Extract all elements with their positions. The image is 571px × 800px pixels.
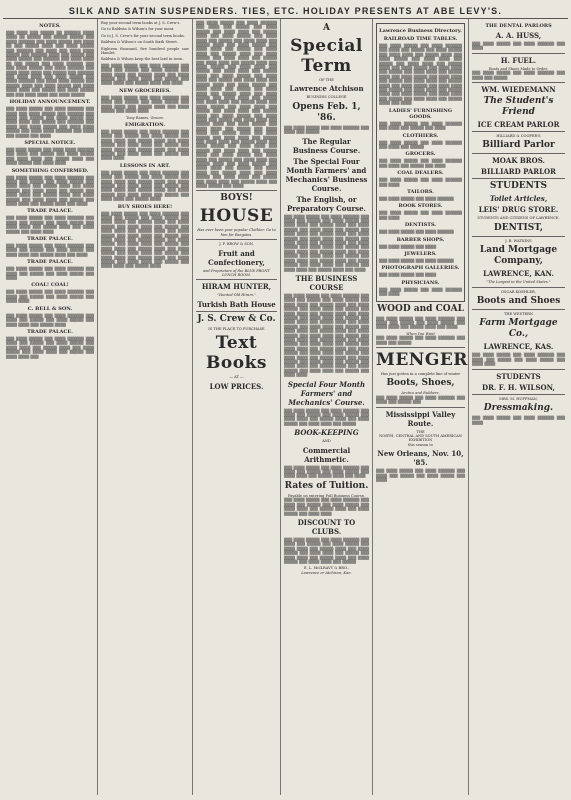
students-title: STUDENTS (489, 181, 548, 192)
local-item: Baldwin & Wilson keep the best lard in town. (101, 57, 184, 62)
section-coal: COAL! COAL! (31, 282, 69, 289)
payable-note: Payable on entering Full Business Course. (287, 493, 366, 498)
notes-text: ▒▒▒ ▒▒▒▒ ▒▒▒▒▒ ▒▒▒ ▒▒▒▒ ▒▒▒▒ ▒▒▒▒▒▒ ▒▒▒ ▒▒▒▒ ▒▒▒ ▒▒▒▒▒ ▒▒▒ ▒▒▒▒ ▒▒▒▒▒ ▒▒▒ ▒▒▒▒ ▒▒▒▒ ▒▒▒ ▒▒▒▒▒ ▒▒▒▒ ▒▒▒ ▒▒▒▒ ▒▒▒▒▒ ▒▒▒ ▒▒▒▒ ▒▒▒▒ (6, 147, 94, 166)
col5-text: ▒▒▒ ▒▒▒▒ ▒▒▒▒▒ ▒▒▒ ▒▒▒▒ ▒▒▒▒▒▒ ▒▒▒ ▒▒▒▒ ▒▒▒ ▒▒▒▒▒ ▒▒▒ ▒▒▒▒ ▒▒▒▒▒ ▒▒▒ ▒▒▒▒ (376, 469, 465, 483)
land-mortgage: Land Mortgage Company, (479, 245, 558, 267)
col5-text: ▒▒▒ ▒▒▒▒ ▒▒▒▒▒ ▒▒▒ ▒▒▒▒ ▒▒▒▒▒▒ (379, 196, 454, 201)
section-trade-palace: TRADE PALACE. (27, 259, 73, 266)
divider (376, 407, 465, 408)
leis-drug-store: LEIS' DRUG STORE. (478, 205, 559, 215)
crew-title: J. S. Crew & Co. (197, 313, 276, 324)
wilson-name: DR. F. H. WILSON, (482, 382, 555, 392)
mississippi-route: Mississippi Valley Route. (385, 409, 456, 428)
boots-and-shoes: Boots and Shoes (476, 296, 561, 307)
school-name: Lawrence Atchison (289, 84, 364, 94)
col5-text: ▒▒▒ ▒▒▒▒ ▒▒▒▒▒ ▒▒▒ ▒▒▒▒ ▒▒▒▒▒▒ (379, 258, 454, 263)
divider (472, 287, 565, 288)
page-banner: SILK AND SATIN SUSPENDERS. TIES, ETC. HOLIDAY PRESENTS AT ABE LEVY'S. (3, 4, 568, 19)
section-trade-palace: TRADE PALACE. (27, 236, 73, 243)
hiram-subtitle: "Hunted Old Hiram." (217, 293, 256, 298)
divider (196, 311, 277, 312)
section-bell: C. BELL & SON. (27, 305, 73, 312)
columns (3, 19, 568, 795)
notes-text: ▒▒▒ ▒▒▒▒ ▒▒▒▒▒ ▒▒▒ ▒▒▒▒ ▒▒▒▒▒▒ ▒▒▒ ▒▒▒▒ ▒▒▒ ▒▒▒▒▒ ▒▒▒ ▒▒▒▒ ▒▒▒▒▒ ▒▒▒ ▒▒▒▒ ▒▒▒▒ ▒▒▒ ▒▒▒▒▒ ▒▒▒▒ ▒▒▒ ▒▒▒▒ (6, 244, 94, 257)
turkish-bath: Turkish Bath House (197, 299, 276, 309)
dir-clothiers: CLOTHIERS. (402, 132, 439, 139)
section-special-notice: SPECIAL NOTICE. (24, 139, 76, 146)
col4-text: ▒▒▒ ▒▒▒▒ ▒▒▒▒▒ ▒▒▒ ▒▒▒▒ ▒▒▒▒▒▒ ▒▒▒ ▒▒▒▒ ▒▒▒ ▒▒▒▒▒ ▒▒▒ ▒▒▒▒ ▒▒▒▒▒ ▒▒▒ ▒▒▒▒ ▒▒▒▒ ▒▒▒ ▒▒▒▒▒ ▒▒▒▒ ▒▒▒ ▒▒▒▒ ▒▒▒▒▒ ▒▒▒ ▒▒▒▒ ▒▒▒▒ (284, 498, 369, 516)
new-orleans: New Orleans, Nov. 10, '85. (377, 449, 464, 468)
col6-text: ▒▒▒ ▒▒▒▒ ▒▒▒▒▒ ▒▒▒ ▒▒▒▒ ▒▒▒▒▒▒ ▒▒▒ ▒▒▒▒ (472, 416, 565, 425)
notes-text: ▒▒▒ ▒▒▒▒ ▒▒▒▒▒ ▒▒▒ ▒▒▒▒ ▒▒▒▒▒▒ ▒▒▒ ▒▒▒▒ ▒▒▒ ▒▒▒▒ ▒▒▒▒▒ ▒▒▒ ▒▒▒▒▒▒ ▒▒▒ ▒▒▒▒ ▒▒▒ ▒▒▒▒▒ ▒▒▒ ▒▒▒▒ ▒▒▒▒▒ ▒▒▒ ▒▒▒▒ ▒▒▒▒ ▒▒▒ ▒▒▒▒▒ ▒▒▒ ▒▒▒▒▒▒ ▒▒▒ ▒▒▒▒ ▒▒▒ ▒▒▒▒ ▒▒▒▒▒ ▒▒▒ ▒▒▒▒ ▒▒▒▒ ▒▒▒▒▒ ▒▒▒ ▒▒▒▒ ▒▒▒▒ ▒▒▒▒▒▒ ▒▒▒ ▒▒▒▒ ▒▒▒ ▒▒▒▒▒ ▒▒▒ ▒▒▒▒ (6, 107, 94, 138)
col5-text: ▒▒▒ ▒▒▒▒ ▒▒▒▒▒ ▒▒▒ ▒▒▒▒ ▒▒▒▒▒▒ ▒▒▒ ▒▒▒▒ (379, 287, 462, 297)
col5-text: ▒▒▒ ▒▒▒▒ ▒▒▒▒▒ ▒▒▒ ▒▒▒▒ ▒▒▒▒▒▒ ▒▒▒ ▒▒▒▒ ▒▒▒ ▒▒▒▒▒ ▒▒▒ ▒▒▒▒ ▒▒▒▒▒ ▒▒▒ ▒▒▒▒ ▒▒▒▒ ▒▒▒ ▒▒▒▒▒ ▒▒▒▒ ▒▒▒ ▒▒▒▒ ▒▒▒▒▒ ▒▒▒ ▒▒▒▒ ▒▒▒▒ ▒▒▒ ▒▒▒▒▒ ▒▒▒ ▒▒▒▒ ▒▒▒▒ ▒▒▒ ▒▒▒▒▒ ▒▒▒▒ ▒▒▒ ▒▒▒▒ ▒▒▒▒▒ ▒▒▒ ▒▒▒▒ ▒▒▒▒ ▒▒▒ ▒▒▒▒▒ ▒▒▒ ▒▒▒▒ ▒▒▒▒ ▒▒▒ ▒▒▒▒▒ ▒▒▒▒ ▒▒▒ ▒▒▒▒ ▒▒▒▒▒ ▒▒▒ ▒▒▒▒ ▒▒▒▒ ▒▒▒ ▒▒▒▒▒ ▒▒▒ ▒▒▒▒ ▒▒▒▒ ▒▒▒ ▒▒▒▒▒ ▒▒▒▒ ▒▒▒ ▒▒▒▒ ▒▒▒▒▒ ▒▒▒ ▒▒▒▒ ▒▒▒▒ ▒▒▒ ▒▒▒▒▒ ▒▒▒ ▒▒▒▒ ▒▒▒▒ ▒▒▒ ▒▒▒▒▒ ▒▒▒▒ ▒▒▒ ▒▒▒▒ ▒▒▒▒▒ ▒▒▒ ▒▒▒▒ ▒▒▒▒ ▒▒▒ ▒▒▒▒▒ ▒▒▒ ▒▒▒▒ ▒▒▒▒ ▒▒▒ ▒▒▒▒▒ ▒▒▒▒ ▒▒▒ ▒▒▒▒ (379, 44, 462, 106)
boots-shoes: Boots, Shoes, (386, 378, 455, 389)
notes-text: ▒▒▒ ▒▒▒▒ ▒▒▒▒▒ ▒▒▒ ▒▒▒▒ ▒▒▒▒▒▒ ▒▒▒ ▒▒▒▒ ▒▒▒ ▒▒▒▒▒ ▒▒▒ ▒▒▒▒ ▒▒▒▒▒ ▒▒▒ ▒▒▒▒ ▒▒▒▒ ▒▒▒ ▒▒▒▒▒ ▒▒▒▒ ▒▒▒ ▒▒▒▒ ▒▒▒▒▒ ▒▒▒ ▒▒▒▒ ▒▒▒▒ (6, 216, 94, 234)
dir-jewelers: JEWELERS. (404, 250, 437, 257)
dir-dentists: DENTISTS. (404, 222, 437, 229)
col5-text: ▒▒▒ ▒▒▒▒ ▒▒▒▒▒ ▒▒▒ ▒▒▒▒ ▒▒▒▒▒▒ ▒▒▒ ▒▒▒▒ ▒▒▒ ▒▒▒▒▒ (376, 336, 465, 345)
lawrence-kan: LAWRENCE, KAN. (483, 269, 554, 279)
notes-heading: NOTES. (39, 23, 61, 29)
moak-bros: MOAK BROS. (492, 156, 545, 166)
boys-title: BOYS! (220, 193, 253, 204)
divider (376, 347, 465, 348)
students-citizens: STUDENTS AND CITIZENS OF LAWRENCE. (477, 216, 560, 221)
text-books: Text Books (206, 333, 267, 374)
arctics: Arctics and Rubbers. (401, 391, 440, 396)
dir-physicians: PHYSICIANS. (401, 279, 440, 286)
dentist-title: DENTIST, (493, 222, 544, 233)
largest-tagline: "The Largest in the United States." (486, 280, 551, 285)
divider (472, 369, 565, 370)
col4-text: ▒▒▒ ▒▒▒▒ ▒▒▒▒▒ ▒▒▒ ▒▒▒▒ ▒▒▒▒▒▒ ▒▒▒ ▒▒▒▒ ▒▒▒ ▒▒▒▒▒ ▒▒▒ ▒▒▒▒ ▒▒▒▒▒ ▒▒▒ ▒▒▒▒ ▒▒▒▒ ▒▒▒ ▒▒▒▒▒ ▒▒▒▒ ▒▒▒ ▒▒▒▒ (284, 465, 369, 479)
students-friend: The Student's Friend (483, 96, 554, 118)
col4-text: ▒▒▒ ▒▒▒▒ ▒▒▒▒▒ ▒▒▒ ▒▒▒▒ ▒▒▒▒▒▒ ▒▒▒ ▒▒▒▒ ▒▒▒ ▒▒▒▒▒ ▒▒▒ ▒▒▒▒ ▒▒▒▒▒ ▒▒▒ ▒▒▒▒ ▒▒▒▒ ▒▒▒ ▒▒▒▒▒ ▒▒▒▒ ▒▒▒ ▒▒▒▒ ▒▒▒▒▒ ▒▒▒ ▒▒▒▒ ▒▒▒▒ ▒▒▒ ▒▒▒▒▒ ▒▒▒ ▒▒▒▒ ▒▒▒▒ ▒▒▒ ▒▒▒▒▒ ▒▒▒▒ ▒▒▒ ▒▒▒▒ ▒▒▒▒▒ ▒▒▒ ▒▒▒▒ ▒▒▒▒ ▒▒▒ ▒▒▒▒▒ ▒▒▒ ▒▒▒▒ ▒▒▒▒ ▒▒▒ ▒▒▒▒▒ ▒▒▒▒ ▒▒▒ ▒▒▒▒ ▒▒▒▒▒ ▒▒▒ ▒▒▒▒ ▒▒▒▒ ▒▒▒ ▒▒▒▒▒ ▒▒▒ ▒▒▒▒ ▒▒▒▒ ▒▒▒ ▒▒▒▒▒ ▒▒▒▒ ▒▒▒ ▒▒▒▒ ▒▒▒▒▒ ▒▒▒ ▒▒▒▒ ▒▒▒▒ ▒▒▒ ▒▒▒▒▒ ▒▒▒ ▒▒▒▒ ▒▒▒▒ ▒▒▒ ▒▒▒▒▒ ▒▒▒▒ ▒▒▒ ▒▒▒▒ ▒▒▒▒▒ ▒▒▒ ▒▒▒▒ ▒▒▒▒ ▒▒▒ ▒▒▒▒▒ ▒▒▒ ▒▒▒▒ ▒▒▒▒ ▒▒▒ ▒▒▒▒▒ ▒▒▒▒ ▒▒▒ ▒▒▒▒ (284, 214, 369, 272)
wiedemann-name: WM. WIEDEMANN (481, 85, 556, 95)
divider (472, 236, 565, 237)
col5-text: ▒▒▒ ▒▒▒▒ ▒▒▒▒▒ ▒▒▒ ▒▒▒▒ ▒▒▒▒▒▒ ▒▒▒ ▒▒▒▒ (379, 211, 462, 220)
fruit-subtitle: and Proprietors of the BLUE FRONT LUNCH ROOM. (203, 268, 270, 278)
col6-text: ▒▒▒ ▒▒▒▒ ▒▒▒▒▒ ▒▒▒ ▒▒▒▒ ▒▒▒▒▒▒ ▒▒▒ ▒▒▒▒ (472, 42, 565, 51)
time-tables: RAILROAD TIME TABLES. (383, 36, 458, 42)
fuel-name: H. FUEL. (500, 55, 537, 65)
section-trade-palace: TRADE PALACE. (27, 328, 73, 335)
special-four-course: The Special Four Month Farmers' and Mechanics' Business Course. (285, 156, 368, 193)
col5-text: ▒▒▒ ▒▒▒▒ ▒▒▒▒▒ ▒▒▒ ▒▒▒▒ ▒▒▒▒▒▒ (379, 230, 454, 235)
col5-text: ▒▒▒ ▒▒▒▒ ▒▒▒▒▒ ▒▒▒ ▒▒▒▒ ▒▒▒▒▒▒ ▒▒▒ ▒▒▒▒ ▒▒▒ ▒▒▒▒▒ ▒▒▒ ▒▒▒▒ (379, 159, 462, 168)
section-trade-palace: TRADE PALACE. (27, 208, 73, 215)
intro-a: A (323, 23, 330, 33)
local-item: Eighteen thousand, five hundred people saw Hamlet. (101, 46, 189, 56)
divider (472, 153, 565, 154)
watkins-name: J. B. WATKINS (505, 238, 532, 243)
oscar-name: OSCAR KOEHLER, (501, 289, 536, 294)
column-4 (281, 19, 373, 795)
english-course: The English, or Preparatory Course. (286, 194, 366, 213)
this-season: this season to (407, 442, 434, 447)
at-label: — AT — (229, 375, 244, 380)
divider (472, 178, 565, 179)
col2-text: ▒▒▒ ▒▒▒▒ ▒▒▒▒▒ ▒▒▒ ▒▒▒▒ ▒▒▒▒▒▒ ▒▒▒ ▒▒▒▒ ▒▒▒ ▒▒▒▒▒ ▒▒▒ ▒▒▒▒ ▒▒▒▒▒ ▒▒▒ ▒▒▒▒ ▒▒▒▒ ▒▒▒ ▒▒▒▒▒ ▒▒▒▒ ▒▒▒ ▒▒▒▒ ▒▒▒▒▒ ▒▒▒ ▒▒▒▒ ▒▒▒▒ ▒▒▒ ▒▒▒▒▒ ▒▒▒ ▒▒▒▒ ▒▒▒▒ ▒▒▒ ▒▒▒▒▒ ▒▒▒▒ ▒▒▒ ▒▒▒▒ ▒▒▒▒▒ ▒▒▒ ▒▒▒▒ ▒▒▒▒ ▒▒▒ ▒▒▒▒▒ ▒▒▒ ▒▒▒▒ ▒▒▒▒ ▒▒▒ ▒▒▒▒▒ ▒▒▒▒ ▒▒▒ ▒▒▒▒ ▒▒▒▒▒ ▒▒▒ ▒▒▒▒ ▒▒▒▒ ▒▒▒ ▒▒▒▒▒ ▒▒▒ ▒▒▒▒ ▒▒▒▒ ▒▒▒ ▒▒▒▒▒ ▒▒▒▒ ▒▒▒ ▒▒▒▒ ▒▒▒▒▒ ▒▒▒ ▒▒▒▒ ▒▒▒▒ ▒▒▒ ▒▒▒▒▒ ▒▒▒ ▒▒▒▒ ▒▒▒▒ ▒▒▒ ▒▒▒▒▒ ▒▒▒▒ ▒▒▒ ▒▒▒▒ ▒▒▒▒▒ ▒▒▒ ▒▒▒▒ ▒▒▒▒ ▒▒▒ ▒▒▒▒▒ ▒▒▒ ▒▒▒▒ ▒▒▒▒ ▒▒▒ ▒▒▒▒▒ ▒▒▒▒ (101, 211, 189, 269)
col6-text: ▒▒▒ ▒▒▒▒ ▒▒▒▒▒ ▒▒▒ ▒▒▒▒ ▒▒▒▒▒▒ ▒▒▒ ▒▒▒▒ ▒▒▒ ▒▒▒▒▒ (472, 71, 565, 80)
discount-to-clubs: DISCOUNT TO CLUBS. (297, 517, 356, 536)
lawrence-kas: LAWRENCE, KAS. (483, 342, 554, 352)
exhibition: NORTH, CENTRAL AND SOUTH AMERICAN EXHIBITION (379, 434, 462, 443)
column-2 (98, 19, 193, 795)
dir-book-stores: BOOK STORES. (398, 203, 443, 210)
house-title: HOUSE (199, 206, 274, 227)
divider (472, 309, 565, 310)
huffman-name: MRS. M. HUFFMAN, (499, 396, 538, 401)
farm-mortgage: Farm Mortgage Co., (479, 318, 558, 340)
divider (472, 82, 565, 83)
section-lessons-in-art: LESSONS IN ART. (119, 162, 171, 169)
col4-text: ▒▒▒ ▒▒▒▒ ▒▒▒▒▒ ▒▒▒ ▒▒▒▒ ▒▒▒▒▒▒ ▒▒▒ ▒▒▒▒ ▒▒▒ ▒▒▒▒▒ ▒▒▒ ▒▒▒▒ ▒▒▒▒▒ ▒▒▒ ▒▒▒▒ ▒▒▒▒ ▒▒▒ ▒▒▒▒▒ ▒▒▒▒ ▒▒▒ ▒▒▒▒ ▒▒▒▒▒ ▒▒▒ ▒▒▒▒ ▒▒▒▒ ▒▒▒ ▒▒▒▒▒ ▒▒▒ ▒▒▒▒ ▒▒▒▒ ▒▒▒ ▒▒▒▒▒ ▒▒▒▒ ▒▒▒ ▒▒▒▒ ▒▒▒▒▒ ▒▒▒ ▒▒▒▒ ▒▒▒▒ ▒▒▒ ▒▒▒▒▒ (284, 537, 369, 564)
and-label: AND (322, 439, 331, 444)
four-month-title: Special Four Month Farmers' and Mechanics' Course. (287, 379, 366, 407)
section-new-groceries: NEW GROCERIES. (119, 87, 171, 94)
divider (472, 394, 565, 395)
divider (196, 239, 277, 240)
col5-text: ▒▒▒ ▒▒▒▒ ▒▒▒▒▒ ▒▒▒ ▒▒▒▒ ▒▒▒▒▒▒ ▒▒▒ ▒▒▒▒ ▒▒▒ ▒▒▒▒▒ ▒▒▒ (376, 395, 465, 405)
notes-text: ▒▒▒ ▒▒▒▒ ▒▒▒▒▒ ▒▒▒ ▒▒▒▒ ▒▒▒▒▒▒ ▒▒▒ ▒▒▒▒ ▒▒▒ ▒▒▒▒▒ ▒▒▒ ▒▒▒▒ ▒▒▒▒▒ ▒▒▒ ▒▒▒▒ (6, 267, 94, 281)
col5-text: ▒▒▒ ▒▒▒▒ ▒▒▒▒▒ ▒▒▒ ▒▒▒▒ (379, 273, 437, 278)
col5-text: ▒▒▒ ▒▒▒▒ ▒▒▒▒▒ ▒▒▒ ▒▒▒▒ ▒▒▒▒▒▒ ▒▒▒ ▒▒▒▒ ▒▒▒ ▒▒▒▒▒ ▒▒▒ ▒▒▒▒ (379, 121, 462, 131)
notes-text: ▒▒▒ ▒▒▒▒ ▒▒▒▒▒ ▒▒▒ ▒▒▒▒ ▒▒▒▒▒▒ ▒▒▒ ▒▒▒▒ ▒▒▒ ▒▒▒▒▒ ▒▒▒ ▒▒▒▒ ▒▒▒▒▒ ▒▒▒ ▒▒▒▒ ▒▒▒▒ ▒▒▒ ▒▒▒▒▒ ▒▒▒▒ (6, 313, 94, 327)
fruit-title: Fruit and Confectionery, (208, 248, 265, 267)
commercial-arithmetic: Commercial Arithmetic. (302, 445, 351, 464)
dir-ladies: LADIES' FURNISHING GOODS. (388, 107, 453, 120)
local-item: Baldwin & Wilson's on South Sixth Street. (101, 40, 178, 45)
students-title-2: STUDENTS (496, 371, 541, 381)
opens-date: Opens Feb. 1, '86. (292, 101, 361, 123)
col4-text: ▒▒▒ ▒▒▒▒ ▒▒▒▒▒ ▒▒▒ ▒▒▒▒ ▒▒▒▒▒▒ ▒▒▒ ▒▒▒▒ ▒▒▒ ▒▒▒▒▒ ▒▒▒ ▒▒▒▒ ▒▒▒▒▒ ▒▒▒ ▒▒▒▒ ▒▒▒▒ ▒▒▒ ▒▒▒▒▒ ▒▒▒▒ ▒▒▒ ▒▒▒▒ ▒▒▒▒▒ ▒▒▒ ▒▒▒▒ ▒▒▒▒ ▒▒▒ ▒▒▒▒▒ ▒▒▒ ▒▒▒▒ ▒▒▒▒ ▒▒▒ ▒▒▒▒▒ ▒▒▒▒ ▒▒▒ ▒▒▒▒ ▒▒▒▒▒ ▒▒▒ ▒▒▒▒ ▒▒▒▒ ▒▒▒ ▒▒▒▒▒ ▒▒▒ ▒▒▒▒ ▒▒▒▒ ▒▒▒ ▒▒▒▒▒ ▒▒▒▒ ▒▒▒ ▒▒▒▒ ▒▒▒▒▒ ▒▒▒ ▒▒▒▒ ▒▒▒▒ ▒▒▒ ▒▒▒▒▒ ▒▒▒ ▒▒▒▒ ▒▒▒▒ ▒▒▒ ▒▒▒▒▒ ▒▒▒▒ ▒▒▒ ▒▒▒▒ ▒▒▒▒▒ ▒▒▒ ▒▒▒▒ ▒▒▒▒ ▒▒▒ ▒▒▒▒▒ ▒▒▒ ▒▒▒▒ ▒▒▒▒ ▒▒▒ ▒▒▒▒▒ ▒▒▒▒ ▒▒▒ ▒▒▒▒ ▒▒▒▒▒ ▒▒▒ ▒▒▒▒ ▒▒▒▒ ▒▒▒ ▒▒▒▒▒ ▒▒▒ ▒▒▒▒ ▒▒▒▒ ▒▒▒ ▒▒▒▒▒ ▒▒▒▒ ▒▒▒ ▒▒▒▒ ▒▒▒▒▒ ▒▒▒ ▒▒▒▒ ▒▒▒▒ ▒▒▒ ▒▒▒▒▒ ▒▒▒ ▒▒▒▒ ▒▒▒▒ ▒▒▒ ▒▒▒▒▒ ▒▒▒▒ ▒▒▒ ▒▒▒▒ ▒▒▒▒▒ ▒▒▒ ▒▒▒▒ ▒▒▒▒ ▒▒▒ ▒▒▒▒▒ ▒▒▒ ▒▒▒▒ ▒▒▒▒ ▒▒▒ ▒▒▒▒▒ ▒▒▒▒ ▒▒▒ ▒▒▒▒ ▒▒▒▒▒ ▒▒▒ ▒▒▒▒ ▒▒▒▒ ▒▒▒ ▒▒▒▒▒ ▒▒▒ ▒▒▒▒ ▒▒▒▒ (284, 293, 369, 378)
divider (472, 131, 565, 132)
menger-title: MENGER (376, 350, 468, 371)
column-5 (373, 19, 469, 795)
house-subtitle: Has ever been your popular Clothier. Go to him for Bargains. (197, 228, 276, 237)
fruit-firm: J. F. BROW & SON, (219, 242, 254, 247)
directory-box (376, 23, 465, 302)
col5-text: ▒▒▒ ▒▒▒▒ ▒▒▒▒▒ ▒▒▒ ▒▒▒▒ ▒▒▒▒▒▒ ▒▒▒ ▒▒▒▒ (379, 178, 462, 187)
rates-of-tuition: Rates of Tuition. (284, 480, 369, 491)
firm-name: E. L. McILRAVY & BRO., (303, 566, 350, 571)
boots-made: Boots and Shoes Made to Order. (488, 66, 549, 71)
college-label: BUSINESS COLLEGE (306, 95, 347, 100)
menger-subtitle: Has just gotten in a complete line of winter (380, 372, 461, 377)
toilet-articles: Toilet Articles, (489, 194, 548, 204)
signoff: Tony Rames, Grocer. (126, 115, 164, 120)
dir-grocers: GROCERS. (405, 151, 436, 158)
col3-text: ▒▒▒ ▒▒▒▒ ▒▒▒▒▒ ▒▒▒ ▒▒▒▒ ▒▒▒▒▒▒ ▒▒▒ ▒▒▒▒ ▒▒▒ ▒▒▒▒▒ ▒▒▒ ▒▒▒▒ ▒▒▒▒▒ ▒▒▒ ▒▒▒▒ ▒▒▒▒ ▒▒▒ ▒▒▒▒▒ ▒▒▒▒ ▒▒▒ ▒▒▒▒ ▒▒▒▒▒ ▒▒▒ ▒▒▒▒ ▒▒▒▒ ▒▒▒ ▒▒▒▒▒ ▒▒▒ ▒▒▒▒ ▒▒▒▒ ▒▒▒ ▒▒▒▒▒ ▒▒▒▒ ▒▒▒ ▒▒▒▒ ▒▒▒▒▒ ▒▒▒ ▒▒▒▒ ▒▒▒▒ ▒▒▒ ▒▒▒▒▒ ▒▒▒ ▒▒▒▒ ▒▒▒▒ ▒▒▒ ▒▒▒▒▒ ▒▒▒▒ ▒▒▒ ▒▒▒▒ ▒▒▒▒▒ ▒▒▒ ▒▒▒▒ ▒▒▒▒ ▒▒▒ ▒▒▒▒▒ ▒▒▒ ▒▒▒▒ ▒▒▒▒ ▒▒▒ ▒▒▒▒▒ ▒▒▒▒ ▒▒▒ ▒▒▒▒ ▒▒▒▒▒ ▒▒▒ ▒▒▒▒ ▒▒▒▒ ▒▒▒ ▒▒▒▒▒ ▒▒▒ ▒▒▒▒ ▒▒▒▒ ▒▒▒ ▒▒▒▒▒ ▒▒▒▒ ▒▒▒ ▒▒▒▒ ▒▒▒▒▒ ▒▒▒ ▒▒▒▒ ▒▒▒▒ ▒▒▒ ▒▒▒▒▒ ▒▒▒ ▒▒▒▒ ▒▒▒▒ ▒▒▒ ▒▒▒▒▒ ▒▒▒▒ ▒▒▒ ▒▒▒▒ ▒▒▒▒▒ ▒▒▒ ▒▒▒▒ ▒▒▒▒ ▒▒▒ ▒▒▒▒▒ ▒▒▒ ▒▒▒▒ ▒▒▒▒ ▒▒▒ ▒▒▒▒▒ ▒▒▒▒ ▒▒▒ ▒▒▒▒ ▒▒▒▒▒ ▒▒▒ ▒▒▒▒ ▒▒▒▒ ▒▒▒ ▒▒▒▒▒ ▒▒▒ ▒▒▒▒ ▒▒▒▒ ▒▒▒ ▒▒▒▒▒ ▒▒▒▒ ▒▒▒ ▒▒▒▒ ▒▒▒▒▒ ▒▒▒ ▒▒▒▒ ▒▒▒▒ ▒▒▒ ▒▒▒▒▒ ▒▒▒ ▒▒▒▒ ▒▒▒▒ ▒▒▒ ▒▒▒▒▒ ▒▒▒▒ ▒▒▒ ▒▒▒▒ ▒▒▒▒▒ ▒▒▒ ▒▒▒▒ ▒▒▒▒ ▒▒▒ ▒▒▒▒▒ ▒▒▒ ▒▒▒▒ ▒▒▒▒ ▒▒▒ ▒▒▒▒▒ ▒▒▒▒ ▒▒▒ ▒▒▒▒ ▒▒▒▒▒ ▒▒▒ ▒▒▒▒ ▒▒▒▒ ▒▒▒ ▒▒▒▒▒ ▒▒▒ ▒▒▒▒ ▒▒▒▒ ▒▒▒ ▒▒▒▒▒ ▒▒▒▒ ▒▒▒ ▒▒▒▒ ▒▒▒▒▒ ▒▒▒ ▒▒▒▒ ▒▒▒▒ ▒▒▒ ▒▒▒▒▒ ▒▒▒ ▒▒▒▒ ▒▒▒▒ ▒▒▒ ▒▒▒▒▒ ▒▒▒▒ ▒▒▒ ▒▒▒▒ ▒▒▒▒▒ ▒▒▒ ▒▒▒▒ ▒▒▒▒ ▒▒▒ ▒▒▒▒▒ ▒▒▒ ▒▒▒▒ ▒▒▒▒ ▒▒▒ ▒▒▒▒▒ ▒▒▒▒ ▒▒▒ ▒▒▒▒ ▒▒▒▒▒ ▒▒▒ ▒▒▒▒ ▒▒▒▒ ▒▒▒ ▒▒▒▒▒ ▒▒▒ ▒▒▒▒ ▒▒▒▒ ▒▒▒ ▒▒▒▒▒ ▒▒▒▒ ▒▒▒ ▒▒▒▒ ▒▒▒▒▒ ▒▒▒ ▒▒▒▒ ▒▒▒▒ ▒▒▒ ▒▒▒▒▒ ▒▒▒ ▒▒▒▒ ▒▒▒▒ ▒▒▒ ▒▒▒▒▒ ▒▒▒▒ ▒▒▒ ▒▒▒▒ ▒▒▒▒▒ ▒▒▒ ▒▒▒▒ ▒▒▒▒ ▒▒▒ ▒▒▒▒▒ ▒▒▒ ▒▒▒▒ ▒▒▒▒ ▒▒▒ ▒▒▒▒▒ ▒▒▒▒ ▒▒▒ ▒▒▒▒ ▒▒▒▒▒ ▒▒▒ ▒▒▒▒ (196, 21, 277, 189)
billiard-parlor: Billiard Parlor (482, 140, 555, 151)
local-item: Buy your second term books at J. S. Crew's. (101, 21, 181, 25)
dir-barber: BARBER SHOPS. (396, 236, 445, 243)
local-item: Go to Baldwin & Wilson's for your meat. (101, 27, 175, 32)
col5-text: ▒▒▒ ▒▒▒▒ ▒▒▒▒▒ ▒▒▒ ▒▒▒▒ (379, 244, 437, 249)
directory-title: Lawrence Business Directory. (379, 28, 462, 34)
business-course-title: THE BUSINESS COURSE (295, 273, 358, 292)
notes-text: ▒▒▒ ▒▒▒▒ ▒▒▒▒▒ ▒▒▒ ▒▒▒▒ ▒▒▒▒▒▒ ▒▒▒ ▒▒▒▒ ▒▒▒ ▒▒▒▒▒ ▒▒▒ ▒▒▒▒ ▒▒▒▒▒ ▒▒▒ ▒▒▒▒ ▒▒▒▒ ▒▒▒ ▒▒▒▒▒ ▒▒▒▒ ▒▒▒ ▒▒▒▒ ▒▒▒▒▒ ▒▒▒ ▒▒▒▒ ▒▒▒▒ ▒▒▒ ▒▒▒▒▒ ▒▒▒ ▒▒▒▒ ▒▒▒▒ ▒▒▒ (6, 336, 94, 359)
column-1 (3, 19, 98, 795)
dir-tailors: TAILORS. (407, 188, 434, 195)
local-item: Go to J. S. Crew's for your second term books. (101, 33, 185, 38)
col2-text: ▒▒▒ ▒▒▒▒ ▒▒▒▒▒ ▒▒▒ ▒▒▒▒ ▒▒▒▒▒▒ ▒▒▒ ▒▒▒▒ ▒▒▒ ▒▒▒▒▒ ▒▒▒ ▒▒▒▒ ▒▒▒▒▒ ▒▒▒ ▒▒▒▒ ▒▒▒▒ ▒▒▒ ▒▒▒▒▒ ▒▒▒▒ ▒▒▒ ▒▒▒▒ ▒▒▒▒▒ ▒▒▒ ▒▒▒▒ ▒▒▒▒ (101, 95, 189, 114)
ice-cream-parlor: ICE CREAM PARLOR (477, 120, 560, 130)
dressmaking: Dressmaking. (483, 403, 554, 414)
dir-photograph: PHOTOGRAPH GALLERIES. (381, 265, 460, 272)
divider (472, 53, 565, 54)
column-3 (193, 19, 281, 795)
col2-text: ▒▒▒ ▒▒▒▒ ▒▒▒▒▒ ▒▒▒ ▒▒▒▒ ▒▒▒▒▒▒ ▒▒▒ ▒▒▒▒ ▒▒▒ ▒▒▒▒▒ ▒▒▒ ▒▒▒▒ ▒▒▒▒▒ ▒▒▒ ▒▒▒▒ ▒▒▒▒ ▒▒▒ ▒▒▒▒▒ ▒▒▒▒ ▒▒▒ ▒▒▒▒ ▒▒▒▒▒ ▒▒▒ ▒▒▒▒ ▒▒▒▒ ▒▒▒ ▒▒▒▒▒ ▒▒▒ ▒▒▒▒ ▒▒▒▒ ▒▒▒ ▒▒▒▒▒ ▒▒▒▒ ▒▒▒ ▒▒▒▒ (101, 63, 189, 86)
col4-text: ▒▒▒ ▒▒▒▒ ▒▒▒▒▒ ▒▒▒ ▒▒▒▒ ▒▒▒▒▒▒ ▒▒▒ ▒▒▒▒ ▒▒▒ ▒▒▒▒▒ ▒▒▒ ▒▒▒▒ ▒▒▒▒▒ ▒▒▒ ▒▒▒▒ ▒▒▒▒ ▒▒▒ ▒▒▒▒▒ ▒▒▒▒ ▒▒▒ ▒▒▒▒ ▒▒▒▒▒ ▒▒▒ ▒▒▒▒ ▒▒▒▒ ▒▒▒ ▒▒▒▒▒ (284, 408, 369, 426)
dir-coal: COAL DEALERS. (397, 170, 444, 177)
firm-location: Lawrence or Atchison, Kan. (301, 570, 352, 575)
notes-text: ▒▒▒ ▒▒▒▒ ▒▒▒▒▒ ▒▒▒ ▒▒▒▒ ▒▒▒▒▒▒ ▒▒▒ ▒▒▒▒ ▒▒▒ ▒▒▒▒▒ ▒▒▒ ▒▒▒▒ ▒▒▒▒▒ ▒▒▒ ▒▒▒▒ ▒▒▒▒ (6, 290, 94, 304)
notes-text: ▒▒▒ ▒▒▒▒ ▒▒▒▒▒ ▒▒▒ ▒▒▒▒ ▒▒▒▒▒▒ ▒▒▒ ▒▒▒▒ ▒▒▒ ▒▒▒▒▒ ▒▒▒ ▒▒▒▒ ▒▒▒▒▒ ▒▒▒ ▒▒▒▒ ▒▒▒▒ ▒▒▒ ▒▒▒▒▒ ▒▒▒▒ ▒▒▒ ▒▒▒▒ ▒▒▒▒▒ ▒▒▒ ▒▒▒▒ ▒▒▒▒ ▒▒▒ ▒▒▒▒▒ ▒▒▒ ▒▒▒▒ ▒▒▒▒ ▒▒▒ ▒▒▒▒▒ ▒▒▒▒ ▒▒▒ ▒▒▒▒ ▒▒▒▒▒ ▒▒▒ ▒▒▒▒ ▒▒▒▒ ▒▒▒ ▒▒▒▒▒ ▒▒▒ ▒▒▒▒ ▒▒▒▒ ▒▒▒ ▒▒▒▒▒ ▒▒▒▒ ▒▒▒ ▒▒▒▒ (6, 175, 94, 206)
of-the: OF THE (319, 78, 334, 82)
notes-text: ▒▒▒ ▒▒▒▒ ▒▒▒ ▒▒▒▒▒ ▒▒ ▒▒▒▒▒▒ ▒▒▒▒ ▒▒▒▒ ▒▒ ▒▒▒▒▒ ▒▒▒ ▒▒▒▒▒ ▒▒▒▒▒ ▒▒▒ ▒▒▒▒ ▒▒▒▒▒▒ ▒▒▒ ▒▒▒▒ ▒▒▒▒▒ ▒▒▒ ▒▒▒▒ ▒▒ ▒▒▒ ▒▒▒▒▒ ▒▒▒▒ ▒▒▒ ▒▒▒▒ ▒▒▒▒▒ ▒▒▒ ▒▒▒▒▒▒ ▒▒▒ ▒▒▒▒ ▒▒▒ ▒▒▒▒ ▒▒▒▒ ▒▒▒▒▒ ▒▒▒ ▒▒▒▒▒▒ ▒▒▒▒ ▒▒▒ ▒▒▒▒▒ ▒▒▒ ▒▒▒▒ ▒▒▒▒▒ ▒▒▒ ▒▒▒▒▒▒ ▒▒▒ ▒▒▒▒ ▒▒▒▒ ▒▒ ▒▒▒ ▒▒▒▒▒ ▒▒▒ ▒▒▒▒ ▒▒▒▒▒▒ ▒▒▒ ▒▒▒ ▒▒▒▒ ▒▒▒▒▒ ▒▒▒ ▒▒▒▒ ▒▒▒▒▒▒ ▒▒▒ ▒▒▒▒ ▒▒▒▒ ▒▒▒▒ ▒▒▒ ▒▒▒▒▒ ▒▒▒ ▒▒▒▒▒▒ ▒▒▒ ▒▒▒▒ ▒▒▒▒ ▒▒▒ ▒▒▒▒ ▒▒▒▒▒ ▒▒▒ ▒▒▒▒ ▒▒▒▒▒▒ ▒▒▒ ▒▒▒▒ ▒▒▒▒ ▒▒▒▒▒ ▒▒▒ ▒▒▒▒▒ ▒▒▒▒ ▒▒▒ ▒▒▒▒ ▒▒▒▒▒ ▒▒▒ ▒▒▒▒ ▒▒▒▒ ▒▒▒▒ ▒▒▒ ▒▒▒▒▒ ▒▒▒ ▒▒▒▒ ▒▒▒▒▒ ▒▒▒ ▒▒▒ ▒▒▒▒ ▒▒▒▒ ▒▒▒ ▒▒▒▒ ▒▒▒▒▒ (6, 31, 94, 97)
column-6 (469, 19, 568, 795)
special-term: Special Term (290, 36, 363, 76)
regular-course: The Regular Business Course. (292, 136, 361, 155)
col2-text: ▒▒▒ ▒▒▒▒ ▒▒▒▒▒ ▒▒▒ ▒▒▒▒ ▒▒▒▒▒▒ ▒▒▒ ▒▒▒▒ ▒▒▒ ▒▒▒▒▒ ▒▒▒ ▒▒▒▒ ▒▒▒▒▒ ▒▒▒ ▒▒▒▒ ▒▒▒▒ ▒▒▒ ▒▒▒▒▒ ▒▒▒▒ ▒▒▒ ▒▒▒▒ ▒▒▒▒▒ ▒▒▒ ▒▒▒▒ ▒▒▒▒ ▒▒▒ ▒▒▒▒▒ ▒▒▒ ▒▒▒▒ ▒▒▒▒ ▒▒▒ ▒▒▒▒▒ ▒▒▒▒ ▒▒▒ ▒▒▒▒ ▒▒▒▒▒ ▒▒▒ ▒▒▒▒ ▒▒▒▒ ▒▒▒ ▒▒▒▒▒ ▒▒▒ ▒▒▒▒ ▒▒▒▒ (101, 129, 189, 161)
when-you-want: When You Want (406, 331, 435, 336)
western-label: THE WESTERN (504, 312, 533, 317)
billiard-parlor-2: BILLIARD PARLOR (481, 167, 556, 177)
col5-text: ▒▒▒ ▒▒▒▒ ▒▒▒▒▒ ▒▒▒ ▒▒▒▒ ▒▒▒▒▒▒ ▒▒▒ ▒▒▒▒ ▒▒▒ ▒▒▒▒▒ ▒▒▒ ▒▒▒▒ ▒▒▒▒▒ ▒▒▒ ▒▒▒▒ ▒▒▒▒ ▒▒▒ ▒▒▒▒▒ ▒▒▒▒ ▒▒▒ ▒▒▒▒ (376, 316, 465, 330)
col5-text: ▒▒▒ ▒▒▒▒ ▒▒▒▒▒ ▒▒▒ ▒▒▒▒ ▒▒▒▒▒▒ ▒▒▒ ▒▒▒▒ ▒▒▒ ▒▒▒▒▒ (379, 140, 462, 149)
wood-and-coal: WOOD and COAL (377, 303, 464, 314)
col4-text: ▒▒▒ ▒▒▒▒ ▒▒▒▒▒ ▒▒▒ ▒▒▒▒ ▒▒▒▒▒▒ ▒▒▒ ▒▒▒▒ ▒▒▒ ▒▒▒▒▒ (284, 125, 369, 135)
billiard-hall-name: HILLIARD & COOPER'S (496, 134, 541, 139)
section-something-confirmed: SOMETHING CONFIRMED. (11, 167, 89, 174)
section-emigration: EMIGRATION. (124, 121, 166, 128)
crew-subtitle: IS THE PLACE TO PURCHASE (208, 326, 265, 331)
book-keeping: BOOK-KEEPING (294, 428, 359, 438)
col6-text: ▒▒▒ ▒▒▒▒ ▒▒▒▒▒ ▒▒▒ ▒▒▒▒ ▒▒▒▒▒▒ ▒▒▒ ▒▒▒▒ ▒▒▒ ▒▒▒▒▒ ▒▒▒ ▒▒▒▒ ▒▒▒▒▒ ▒▒▒ ▒▒▒▒ ▒▒▒▒ (472, 353, 565, 367)
section-buy-shoes: BUY SHOES HERE! (117, 203, 173, 210)
dental-parlors: THE DENTAL PARLORS (485, 23, 552, 29)
huss-name: A. A. HUSS, (495, 31, 542, 40)
low-prices: LOW PRICES. (209, 381, 264, 391)
hiram-name: HIRAM HUNTER, (201, 282, 272, 292)
col2-text: ▒▒▒ ▒▒▒▒ ▒▒▒▒▒ ▒▒▒ ▒▒▒▒ ▒▒▒▒▒▒ ▒▒▒ ▒▒▒▒ ▒▒▒ ▒▒▒▒▒ ▒▒▒ ▒▒▒▒ ▒▒▒▒▒ ▒▒▒ ▒▒▒▒ ▒▒▒▒ ▒▒▒ ▒▒▒▒▒ ▒▒▒▒ ▒▒▒ ▒▒▒▒ ▒▒▒▒▒ ▒▒▒ ▒▒▒▒ ▒▒▒▒ ▒▒▒ ▒▒▒▒▒ ▒▒▒ ▒▒▒▒ ▒▒▒▒ ▒▒▒ ▒▒▒▒▒ ▒▒▒▒ ▒▒▒ ▒▒▒▒ ▒▒▒▒▒ ▒▒▒ ▒▒▒▒ ▒▒▒▒ ▒▒▒ ▒▒▒▒▒ ▒▒▒ ▒▒▒▒ ▒▒▒▒ ▒▒▒ ▒▒▒▒▒ ▒▒▒▒ (101, 170, 189, 202)
the-label: THE (416, 429, 425, 434)
section-holiday: HOLIDAY ANNOUNCEMENT. (9, 99, 91, 106)
divider (196, 279, 277, 280)
divider (196, 190, 277, 191)
